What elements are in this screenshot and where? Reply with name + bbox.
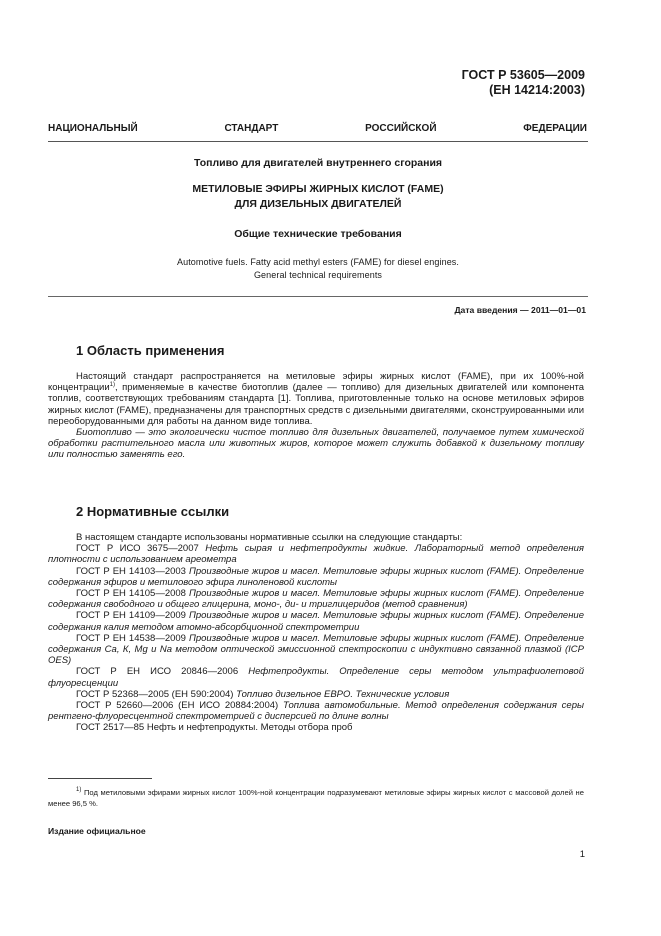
en-equivalent-code: (ЕН 14214:2003) <box>489 83 585 97</box>
english-title <box>48 256 588 282</box>
reference-item <box>48 722 584 733</box>
title-divider <box>48 296 588 297</box>
reference-title: Производные жиров и масел. Метиловые эфиры жирных кислот (FAME). Определение содержания свободного и общего глицерина, моно-, ди- и триглицеридов (метод сравнения) <box>48 588 585 611</box>
reference-title: Нефть сырая и нефтепродукты жидкие. Лабораторный метод определения плотности с использованием ареометра <box>48 543 584 566</box>
reference-code: ГОСТ 2517—85 <box>76 722 145 734</box>
banner-word: ФЕДЕРАЦИИ <box>523 123 587 134</box>
reference-title: Производные жиров и масел. Метиловые эфиры жирных кислот (FAME). Определение содержания калия методом атомно-абсорбционной спектрометрии <box>48 610 585 633</box>
reference-title: Производные жиров и масел. Метиловые эфиры жирных кислот (FAME). Определение содержания Са, К, Mg и Na методом оптической эмиссионной спектроскопии с индуктивно связанной плазмой (ICP OES) <box>48 632 585 667</box>
reference-code: ГОСТ Р ЕН 14105—2008 <box>76 588 186 600</box>
banner-word: РОССИЙСКОЙ <box>365 123 437 134</box>
reference-code: ГОСТ Р ИСО 3675—2007 <box>76 543 199 555</box>
reference-item <box>48 566 584 588</box>
standard-code: ГОСТ Р 53605—2009 <box>461 68 585 82</box>
main-title <box>48 182 588 212</box>
date-of-introduction: Дата введения — 2011—01—01 <box>454 305 586 315</box>
section-normative-references <box>48 505 584 734</box>
footnote <box>48 787 584 809</box>
reference-code: ГОСТ Р ЕН ИСО 20846—2006 <box>76 666 239 678</box>
standard-code-block <box>462 68 585 98</box>
section-heading: 1 Область применения <box>76 343 225 358</box>
footnote-ref[interactable]: 1) <box>109 382 115 389</box>
reference-code: ГОСТ Р 52368—2005 (ЕН 590:2004) <box>76 688 234 700</box>
reference-title: Производные жиров и масел. Метиловые эфиры жирных кислот (FAME). Определение содержания эфиров и метилового эфира линоленовой кислоты <box>48 565 585 588</box>
paragraph-italic: Биотопливо — это экологически чистое топливо для дизельных двигателей, получаемое путем химической обработки растительного масла или животных жиров, которое может служить добавкой к дизельному топливу или полностью заменять его. <box>48 427 584 461</box>
subtitle: Общие технические требования <box>234 228 402 240</box>
section-scope <box>48 344 584 461</box>
reference-item <box>48 543 584 565</box>
reference-item <box>48 588 584 610</box>
reference-title: Нефть и нефтепродукты. Методы отбора проб <box>146 722 353 734</box>
main-title-line: МЕТИЛОВЫЕ ЭФИРЫ ЖИРНЫХ КИСЛОТ (FAME) <box>192 183 444 195</box>
english-title-line: General technical requirements <box>253 270 383 280</box>
reference-code: ГОСТ Р ЕН 14538—2009 <box>76 632 186 644</box>
banner-divider <box>48 141 588 142</box>
banner-word: СТАНДАРТ <box>224 123 279 134</box>
reference-item <box>48 700 584 722</box>
reference-code: ГОСТ Р 52660—2006 (ЕН ИСО 20884:2004) <box>76 700 279 712</box>
edition-label: Издание официальное <box>48 826 146 836</box>
footnote-text: Под метиловыми эфирами жирных кислот 100%-ной концентрации подразумевают метиловые эфиры жирных кислот с массовой долей не менее 96,5 %. <box>48 788 584 808</box>
footnote-divider <box>48 778 152 779</box>
page-number: 1 <box>579 849 585 860</box>
reference-item <box>48 689 584 700</box>
category-title: Топливо для двигателей внутреннего сгорания <box>193 157 443 169</box>
reference-code: ГОСТ Р ЕН 14103—2003 <box>76 565 186 577</box>
paragraph: Настоящий стандарт распространяется на метиловые эфиры жирных кислот (FAME), при их 100%-ной концентрации$^{1)}$, применяемые в качестве биотоплив (далее — топливо) для дизельных двигателей или компонента топлив, соответствующих требованиям стандарта [1]. Топлива, приготовленные только на основе метиловых эфиров жирных кислот (FAME), предназначены для транспортных средств с дизельными двигателями, сконструированными или переоборудованными для работы на данном виде топлива. <box>48 371 584 427</box>
banner-word: НАЦИОНАЛЬНЫЙ <box>48 123 138 134</box>
national-standard-banner <box>48 123 587 134</box>
reference-title: Топлива автомобильные. Метод определения содержания серы рентгено-флуоресцентной спектрометрией с дисперсией по длине волны <box>48 700 584 723</box>
reference-code: ГОСТ Р ЕН 14109—2009 <box>76 610 186 622</box>
reference-item <box>48 610 584 632</box>
reference-title: Топливо дизельное ЕВРО. Технические условия <box>236 688 450 700</box>
main-title-line: ДЛЯ ДИЗЕЛЬНЫХ ДВИГАТЕЛЕЙ <box>234 198 402 210</box>
footnote-mark: 1) <box>76 787 82 793</box>
reference-title: Нефтепродукты. Определение серы методом ультрафиолетовой флуоресценции <box>48 666 585 689</box>
reference-item <box>48 666 584 688</box>
section-heading: 2 Нормативные ссылки <box>76 504 230 519</box>
reference-item <box>48 633 584 667</box>
english-title-line: Automotive fuels. Fatty acid methyl esters (FAME) for diesel engines. <box>176 257 459 267</box>
paragraph: В настоящем стандарте использованы нормативные ссылки на следующие стандарты: <box>76 532 463 543</box>
